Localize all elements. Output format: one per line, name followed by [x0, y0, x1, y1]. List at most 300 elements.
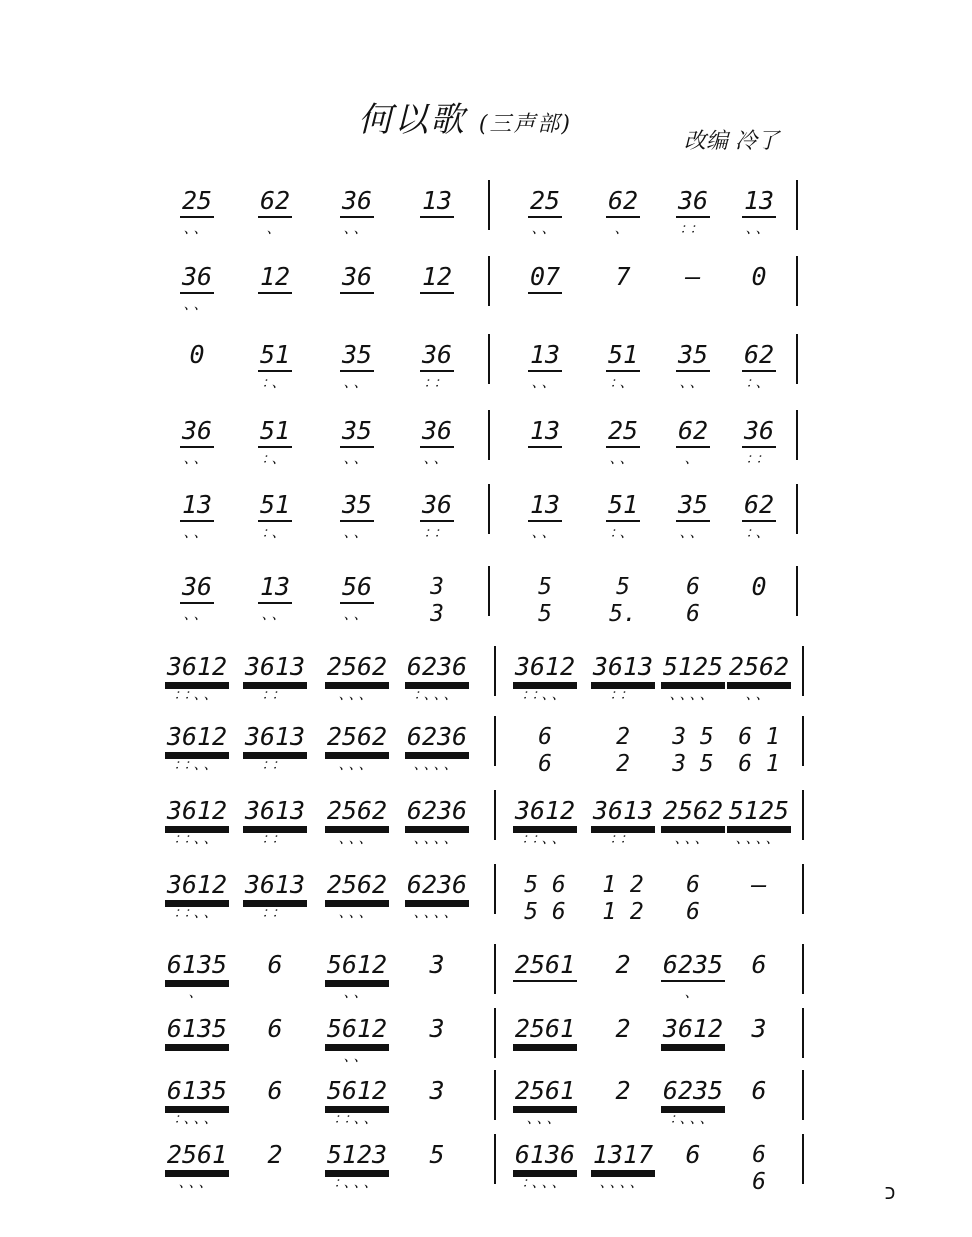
note-digits: 6: [751, 1076, 767, 1105]
note-chord-line: 5.: [609, 601, 637, 627]
note-digits: 2561: [165, 1142, 229, 1172]
note-chord-line: 6 1: [738, 724, 780, 750]
score-row: [0, 864, 972, 930]
note-group: [398, 722, 476, 773]
note-group: [158, 262, 236, 313]
octave-dots: ：：: [261, 757, 289, 773]
note-chord: [538, 574, 552, 628]
note-group: [720, 1078, 798, 1103]
note-digits: 25: [606, 418, 640, 448]
octave-dots: 、、: [183, 607, 211, 623]
note-digits: 36: [420, 342, 454, 372]
note-digits: 62: [606, 188, 640, 218]
note-group: [236, 490, 314, 541]
note-group: [236, 572, 314, 623]
barline-middle: [488, 180, 490, 230]
note-chord-line: 5: [538, 574, 552, 600]
octave-dots: ：：: [679, 221, 707, 237]
octave-dots: ：、、、: [669, 1111, 717, 1127]
note-group: [158, 796, 236, 847]
note-group: [584, 1140, 662, 1191]
note-digits: 6: [751, 950, 767, 979]
note-digits: 35: [676, 342, 710, 372]
octave-dots: 、、、: [338, 757, 376, 773]
song-title-main: 何以歌: [358, 100, 466, 140]
note-group: [318, 652, 396, 703]
barline-end: [802, 1008, 804, 1058]
page-mark: כ: [884, 1180, 897, 1204]
note-group: [158, 572, 236, 623]
note-digits: 12: [420, 264, 454, 294]
note-digits: 6: [267, 950, 283, 979]
note-group: [506, 418, 584, 448]
note-digits: 5125: [661, 654, 725, 684]
note-group: [318, 1014, 396, 1065]
note-chord-line: 6: [538, 724, 552, 750]
note-group: [318, 490, 396, 541]
note-group: [236, 796, 314, 847]
note-group: [720, 652, 798, 703]
note-group: [720, 1016, 798, 1041]
note-group: [318, 1140, 396, 1191]
note-digits: 25: [528, 188, 562, 218]
score-row: [0, 790, 972, 856]
octave-dots: ：：: [609, 687, 637, 703]
octave-dots: ：：: [745, 451, 773, 467]
note-chord: [538, 724, 552, 778]
octave-dots: ：、: [745, 375, 773, 391]
note-digits: 36: [340, 188, 374, 218]
note-group: [236, 264, 314, 294]
note-digits: 6135: [165, 952, 229, 982]
note-chord-line: 6: [752, 1169, 766, 1195]
note-digits: 3612: [513, 798, 577, 828]
note-group: [720, 416, 798, 467]
note-digits: 3: [429, 1014, 445, 1043]
octave-dots: 、、: [531, 221, 559, 237]
note-group: [158, 1140, 236, 1191]
note-group: [720, 490, 798, 541]
note-chord-line: 5: [616, 574, 630, 600]
note-group: [506, 186, 584, 237]
note-group: [506, 264, 584, 294]
note-digits: 3612: [165, 654, 229, 684]
octave-dots: ：：: [609, 831, 637, 847]
note-group: [158, 416, 236, 467]
note-chord-line: 3: [430, 601, 444, 627]
octave-dots: 、、: [609, 451, 637, 467]
octave-dots: ：：、、: [521, 687, 569, 703]
note-group: [506, 1076, 584, 1127]
barline-middle: [494, 790, 496, 840]
score-row: [0, 180, 972, 246]
note-group: [584, 1016, 662, 1041]
note-group: [584, 872, 662, 926]
arranger-credit: 改编 冷了: [684, 129, 779, 154]
octave-dots: 、、: [343, 985, 371, 1001]
barline-end: [796, 256, 798, 306]
note-digits: 51: [606, 492, 640, 522]
barline-end: [802, 716, 804, 766]
note-digits: 2562: [325, 654, 389, 684]
barline-middle: [494, 1070, 496, 1120]
note-group: [318, 722, 396, 773]
note-digits: 5123: [325, 1142, 389, 1172]
octave-dots: 、、、: [338, 905, 376, 921]
note-digits: 6: [267, 1076, 283, 1105]
note-group: [584, 186, 662, 237]
octave-dots: 、: [684, 985, 702, 1001]
octave-dots: 、、: [343, 525, 371, 541]
note-group: [318, 950, 396, 1001]
note-group: [506, 574, 584, 628]
note-digits: 13: [420, 188, 454, 218]
note-group: [398, 652, 476, 703]
score-row: [0, 484, 972, 550]
note-group: [720, 574, 798, 599]
octave-dots: 、、: [183, 221, 211, 237]
note-chord: [738, 724, 780, 778]
note-group: [720, 1142, 798, 1196]
note-digits: 51: [258, 418, 292, 448]
octave-dots: 、、、、: [413, 905, 461, 921]
note-digits: 2562: [325, 872, 389, 902]
note-digits: 3612: [165, 872, 229, 902]
barline-end: [796, 484, 798, 534]
octave-dots: ：、: [745, 525, 773, 541]
note-digits: 2561: [513, 1016, 577, 1046]
note-group: [236, 870, 314, 921]
note-group: [398, 340, 476, 391]
barline-end: [796, 334, 798, 384]
note-chord-line: 6: [686, 899, 700, 925]
note-digits: 51: [606, 342, 640, 372]
barline-end: [802, 944, 804, 994]
octave-dots: ：：: [261, 831, 289, 847]
octave-dots: 、、: [343, 607, 371, 623]
barline-middle: [494, 646, 496, 696]
note-group: [398, 1142, 476, 1167]
note-digits: 36: [340, 264, 374, 294]
score-row: [0, 716, 972, 782]
octave-dots: 、、: [679, 525, 707, 541]
note-chord-line: 3 5: [672, 751, 714, 777]
octave-dots: ：、、、: [413, 687, 461, 703]
octave-dots: ：、: [261, 375, 289, 391]
note-digits: 13: [742, 188, 776, 218]
note-chord: [616, 724, 630, 778]
octave-dots: 、、: [745, 221, 773, 237]
score-row: [0, 256, 972, 322]
note-digits: 36: [742, 418, 776, 448]
octave-dots: 、: [684, 451, 702, 467]
note-digits: 1317: [591, 1142, 655, 1172]
note-chord-line: 6: [752, 1142, 766, 1168]
note-chord-line: 2: [616, 724, 630, 750]
octave-dots: 、、、、: [735, 831, 783, 847]
note-chord-line: 1 2: [602, 899, 644, 925]
note-digits: 0: [751, 572, 767, 601]
octave-dots: 、: [614, 221, 632, 237]
score-row: [0, 1070, 972, 1136]
barline-middle: [488, 410, 490, 460]
score-row: [0, 566, 972, 632]
octave-dots: ：：: [261, 905, 289, 921]
octave-dots: ：、: [609, 375, 637, 391]
octave-dots: 、、、: [674, 831, 712, 847]
note-chord: [524, 872, 566, 926]
note-digits: 6235: [661, 1078, 725, 1108]
note-group: [236, 186, 314, 237]
octave-dots: 、、: [343, 221, 371, 237]
note-digits: 6236: [405, 872, 469, 902]
barline-middle: [494, 1134, 496, 1184]
note-group: [398, 188, 476, 218]
octave-dots: ：、: [261, 451, 289, 467]
note-group: [584, 490, 662, 541]
barline-middle: [488, 334, 490, 384]
note-group: [398, 796, 476, 847]
score-row: [0, 1008, 972, 1074]
note-digits: 6135: [165, 1078, 229, 1108]
note-digits: 36: [420, 418, 454, 448]
note-group: [158, 870, 236, 921]
note-chord-line: 5 6: [524, 872, 566, 898]
note-digits: 13: [258, 574, 292, 604]
note-digits: 3: [429, 1076, 445, 1105]
note-digits: 5612: [325, 952, 389, 982]
note-group: [720, 186, 798, 237]
octave-dots: 、、: [531, 375, 559, 391]
note-digits: 51: [258, 342, 292, 372]
note-digits: 3612: [661, 1016, 725, 1046]
note-digits: 13: [528, 492, 562, 522]
octave-dots: 、、: [183, 451, 211, 467]
note-group: [158, 1076, 236, 1127]
octave-dots: ：、、、: [333, 1175, 381, 1191]
note-group: [584, 724, 662, 778]
note-group: [584, 340, 662, 391]
note-group: [720, 952, 798, 977]
note-digits: 6236: [405, 798, 469, 828]
octave-dots: ：：: [261, 687, 289, 703]
note-digits: 0: [189, 340, 205, 369]
note-group: [318, 870, 396, 921]
note-digits: 12: [258, 264, 292, 294]
note-group: [584, 264, 662, 289]
note-digits: 3613: [591, 654, 655, 684]
note-digits: 3612: [165, 798, 229, 828]
note-digits: 13: [180, 492, 214, 522]
note-digits: 13: [528, 342, 562, 372]
note-digits: 2: [615, 1076, 631, 1105]
note-digits: 35: [340, 418, 374, 448]
note-chord-line: 6: [538, 751, 552, 777]
note-group: [506, 872, 584, 926]
note-chord-line: 1 2: [602, 872, 644, 898]
note-group: [398, 870, 476, 921]
note-chord-line: 3 5: [672, 724, 714, 750]
note-chord: [672, 724, 714, 778]
octave-dots: ：：: [423, 375, 451, 391]
note-digits: 62: [742, 492, 776, 522]
note-group: [236, 1078, 314, 1103]
octave-dots: 、、: [423, 451, 451, 467]
octave-dots: 、、、: [178, 1175, 216, 1191]
note-chord: [752, 1142, 766, 1196]
note-group: [584, 416, 662, 467]
barline-end: [802, 790, 804, 840]
octave-dots: 、、、: [338, 687, 376, 703]
note-digits: 5125: [727, 798, 791, 828]
note-digits: 6136: [513, 1142, 577, 1172]
octave-dots: ：：、、: [173, 687, 221, 703]
note-group: [318, 340, 396, 391]
octave-dots: ：：、、: [173, 905, 221, 921]
note-group: [506, 1140, 584, 1191]
octave-dots: 、、: [679, 375, 707, 391]
note-group: [236, 1142, 314, 1167]
note-group: [236, 416, 314, 467]
score-row: [0, 646, 972, 712]
octave-dots: 、、: [343, 1049, 371, 1065]
barline-middle: [494, 716, 496, 766]
note-chord-line: 3: [430, 574, 444, 600]
note-group: [318, 796, 396, 847]
octave-dots: 、、、: [338, 831, 376, 847]
note-digits: 2561: [513, 1078, 577, 1108]
note-digits: 2562: [727, 654, 791, 684]
note-digits: 62: [676, 418, 710, 448]
note-digits: 6236: [405, 654, 469, 684]
note-digits: 3: [751, 1014, 767, 1043]
octave-dots: 、: [188, 985, 206, 1001]
barline-end: [802, 1070, 804, 1120]
note-group: [158, 950, 236, 1001]
note-digits: 62: [258, 188, 292, 218]
octave-dots: 、、: [183, 297, 211, 313]
note-digits: 62: [742, 342, 776, 372]
note-digits: 35: [676, 492, 710, 522]
note-digits: 51: [258, 492, 292, 522]
score-row: [0, 1134, 972, 1200]
note-digits: 5612: [325, 1078, 389, 1108]
note-group: [318, 1076, 396, 1127]
octave-dots: ：：、、: [333, 1111, 381, 1127]
barline-end: [796, 180, 798, 230]
note-digits: —: [751, 870, 767, 899]
note-digits: 25: [180, 188, 214, 218]
octave-dots: ：、: [261, 525, 289, 541]
note-digits: 0: [751, 262, 767, 291]
octave-dots: 、、: [261, 607, 289, 623]
note-group: [506, 490, 584, 541]
octave-dots: 、、、、: [599, 1175, 647, 1191]
note-digits: 36: [180, 574, 214, 604]
note-digits: 36: [180, 418, 214, 448]
note-group: [398, 416, 476, 467]
note-group: [584, 796, 662, 847]
octave-dots: 、: [266, 221, 284, 237]
octave-dots: ：：: [423, 525, 451, 541]
note-group: [506, 796, 584, 847]
note-group: [318, 572, 396, 623]
note-group: [236, 952, 314, 977]
note-digits: 3613: [243, 724, 307, 754]
note-group: [506, 1016, 584, 1046]
note-group: [720, 264, 798, 289]
note-group: [398, 952, 476, 977]
barline-end: [802, 864, 804, 914]
note-digits: 5: [429, 1140, 445, 1169]
note-group: [318, 186, 396, 237]
barline-end: [802, 1134, 804, 1184]
note-digits: 6235: [661, 952, 725, 982]
note-group: [506, 952, 584, 982]
note-digits: —: [685, 262, 701, 291]
note-digits: 2562: [325, 798, 389, 828]
note-group: [158, 722, 236, 773]
note-digits: 3: [429, 950, 445, 979]
note-chord: [686, 872, 700, 926]
note-digits: 07: [528, 264, 562, 294]
note-group: [584, 652, 662, 703]
note-digits: 3613: [591, 798, 655, 828]
note-digits: 36: [676, 188, 710, 218]
octave-dots: ：、: [609, 525, 637, 541]
note-digits: 36: [180, 264, 214, 294]
note-group: [318, 264, 396, 294]
note-digits: 56: [340, 574, 374, 604]
note-digits: 2561: [513, 952, 577, 982]
note-digits: 2: [615, 1014, 631, 1043]
note-group: [236, 340, 314, 391]
note-digits: 2: [615, 950, 631, 979]
note-chord: [430, 574, 444, 628]
note-group: [506, 724, 584, 778]
note-group: [236, 722, 314, 773]
note-digits: 6: [685, 1140, 701, 1169]
barline-middle: [494, 1008, 496, 1058]
note-group: [506, 652, 584, 703]
note-chord: [602, 872, 644, 926]
note-group: [506, 340, 584, 391]
note-group: [584, 1078, 662, 1103]
note-digits: 2562: [325, 724, 389, 754]
note-chord: [686, 574, 700, 628]
note-digits: 13: [528, 418, 562, 448]
octave-dots: ：：、、: [521, 831, 569, 847]
note-group: [158, 490, 236, 541]
note-digits: 35: [340, 342, 374, 372]
note-digits: 35: [340, 492, 374, 522]
note-chord-line: 5: [538, 601, 552, 627]
note-chord: [609, 574, 637, 628]
octave-dots: ：：、、: [173, 757, 221, 773]
octave-dots: ：：、、: [173, 831, 221, 847]
octave-dots: 、、、、: [413, 831, 461, 847]
score-row: [0, 944, 972, 1010]
note-chord-line: 5 6: [524, 899, 566, 925]
note-digits: 5612: [325, 1016, 389, 1046]
note-digits: 3613: [243, 872, 307, 902]
note-group: [720, 796, 798, 847]
note-group: [158, 1016, 236, 1046]
note-chord-line: 6: [686, 574, 700, 600]
note-group: [720, 724, 798, 778]
note-digits: 3613: [243, 798, 307, 828]
octave-dots: 、、、、: [669, 687, 717, 703]
